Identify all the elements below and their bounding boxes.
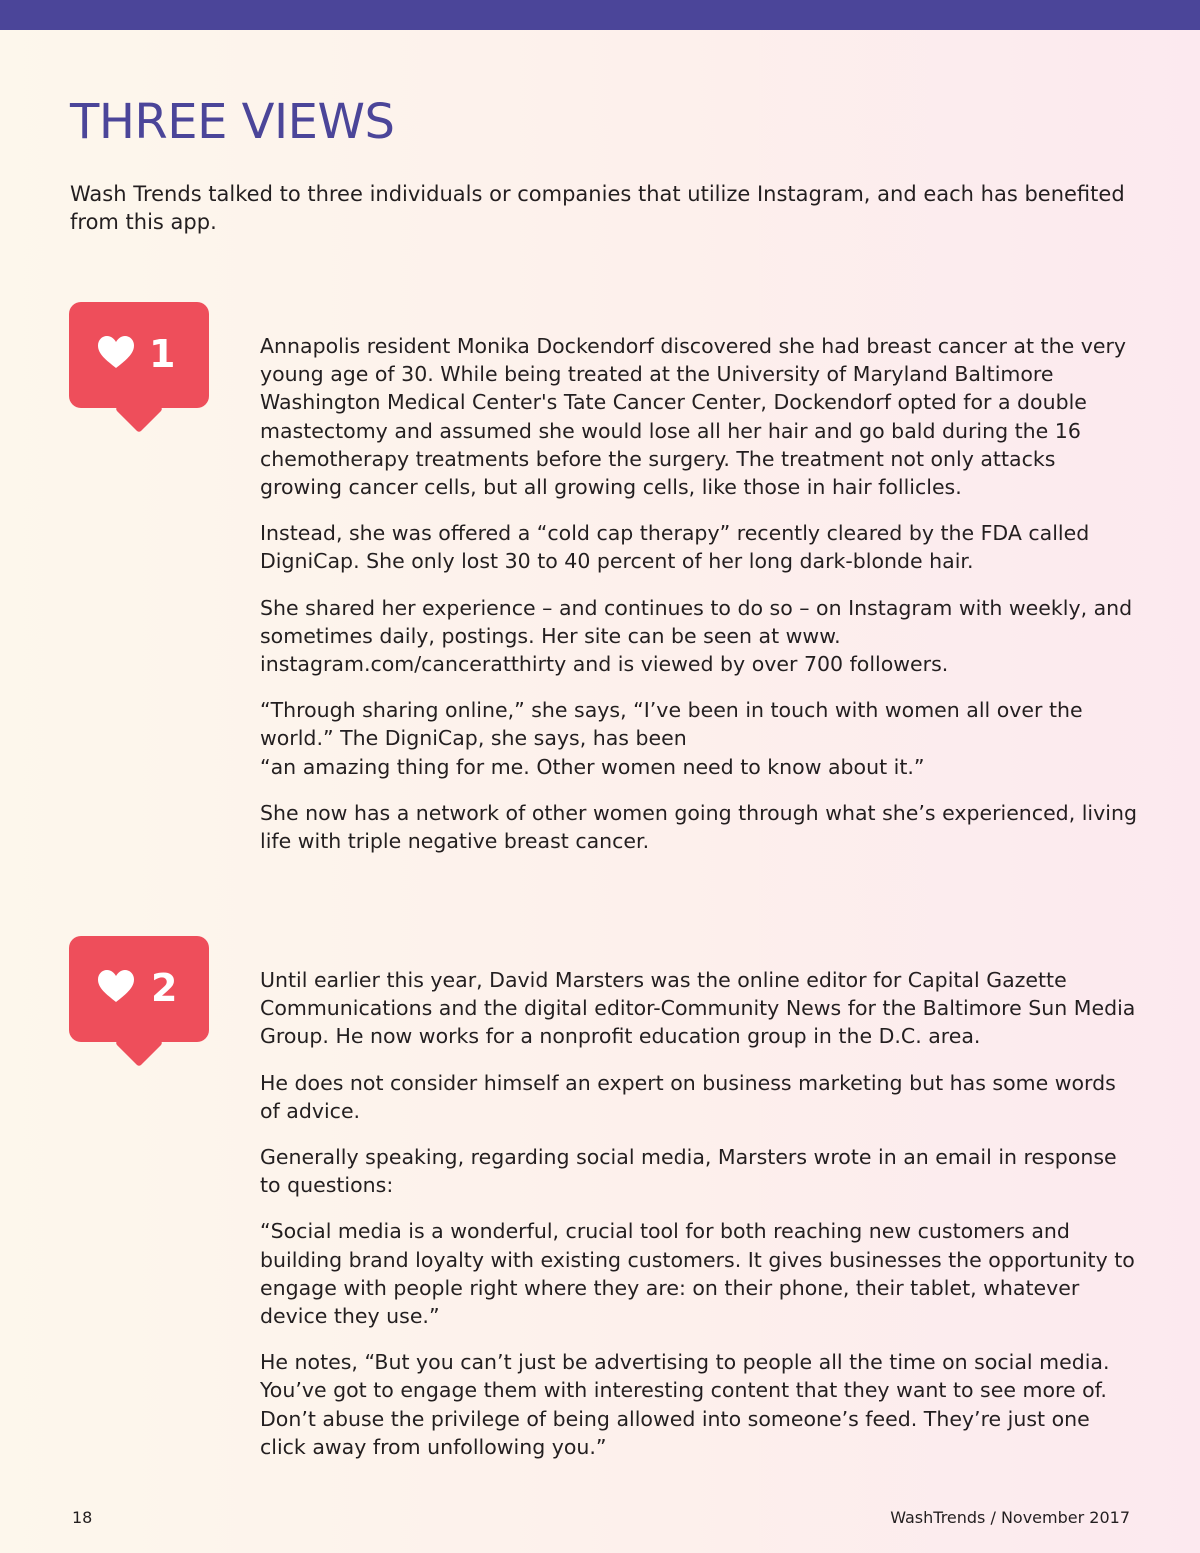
publication-footer: WashTrends / November 2017: [890, 1508, 1130, 1527]
section-1-paragraph-4: [260, 696, 1140, 781]
badge-number: 2: [151, 966, 178, 1010]
heart-icon: [97, 969, 135, 1003]
quote-part-2: “an amazing thing for me. Other women need to know about it.”: [260, 754, 925, 779]
section-2-paragraph-4: “Social media is a wonderful, crucial tool for both reaching new customers and building brand loyalty with existing customers. It gives businesses the opportunity to engage with people right where they are: on their phone, their tablet, whatever device they use.”: [260, 1219, 1135, 1329]
page-number: 18: [72, 1508, 93, 1527]
intro-text: Wash Trends talked to three individuals or companies that utilize Instagram, and each has benefited from this app.: [70, 182, 1125, 234]
section-1-paragraph-5: She now has a network of other women going through what she’s experienced, living life with triple negative breast cancer.: [260, 800, 1137, 854]
badge-number: 1: [149, 332, 176, 376]
section-1-paragraph-3: She shared her experience – and continues to do so – on Instagram with weekly, and sometimes daily, postings. Her site can be seen at www. instagram.com/canceratthirty and is viewed by over 700 followers.: [260, 595, 1133, 677]
section-2-paragraph-3: Generally speaking, regarding social media, Marsters wrote in an email in response to questions:: [260, 1145, 1117, 1198]
like-badge-2: [69, 936, 209, 1076]
section-1-paragraph-1: Annapolis resident Monika Dockendorf discovered she had breast cancer at the very young age of 30. While being treated at the University of Maryland Baltimore Washington Medical Center's Tate Cancer Center, Dockendorf opted for a double mastectomy and assumed she would lose all her hair and go bald during the 16 chemotherapy treatments before the surgery. The treatment not only attacks growing cancer cells, but all growing cells, like those in hair follicles.: [260, 334, 1127, 500]
section-2-paragraph-1: Until earlier this year, David Marsters was the online editor for Capital Gazette Communications and the digital editor-Community News for the Baltimore Sun Media Group. He now works for a nonprofit education group in the D.C. area.: [260, 968, 1136, 1049]
badge-box: [69, 936, 209, 1042]
page-title: THREE VIEWS: [70, 94, 395, 150]
section-1-paragraph-2: Instead, she was offered a “cold cap therapy” recently cleared by the FDA called DigniCap. She only lost 30 to 40 percent of her long dark-blonde hair.: [260, 521, 1090, 574]
header-bar: [0, 0, 1200, 30]
like-badge-1: [69, 302, 209, 442]
section-2: [260, 966, 1140, 1479]
quote-part-1: “Through sharing online,” she says, “I’ve been in touch with women all over the world.” The DigniCap, she says, has been: [260, 698, 1083, 751]
heart-icon: [97, 335, 135, 369]
section-2-paragraph-5: He notes, “But you can’t just be advertising to people all the time on social media. You’ve got to engage them with interesting content that they want to see more of. Don’t abuse the privilege of being allowed into someone’s feed. They’re just one click away from unfollowing you.”: [260, 1350, 1110, 1459]
badge-box: [69, 302, 209, 408]
section-2-paragraph-2: He does not consider himself an expert on business marketing but has some words of advice.: [260, 1070, 1116, 1123]
section-1: [260, 332, 1140, 873]
